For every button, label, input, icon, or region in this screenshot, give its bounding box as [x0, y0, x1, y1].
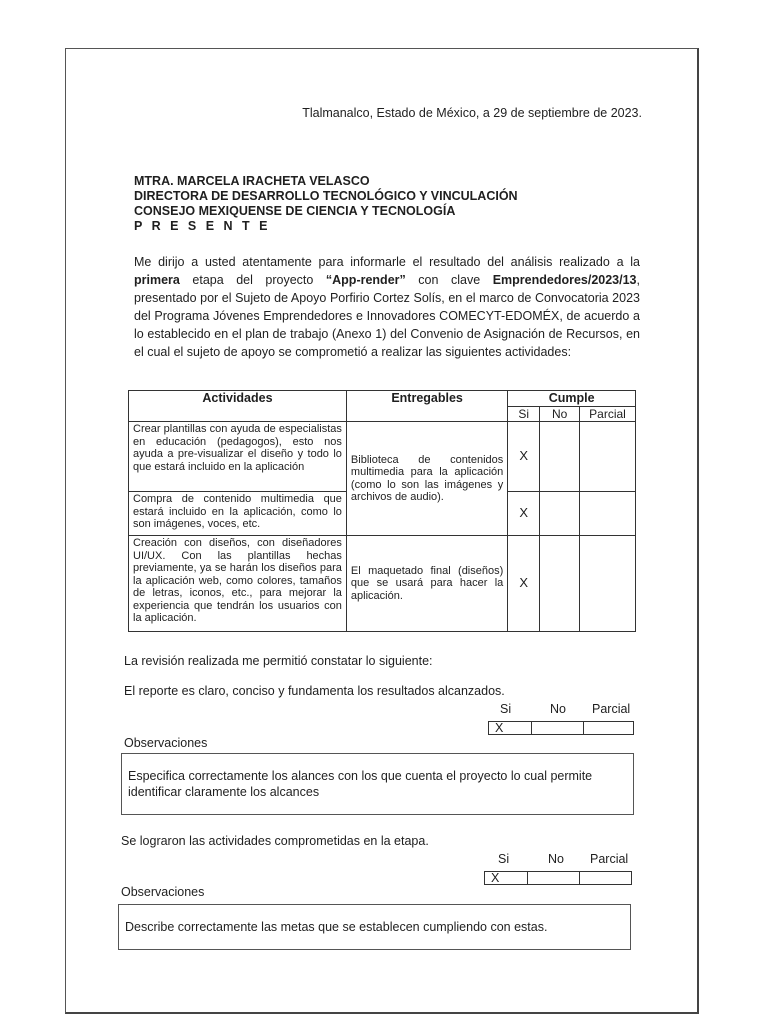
intro-project-name: “App-render” [325, 273, 406, 287]
q2-label-partial: Parcial [590, 852, 629, 866]
addressee-presente: P R E S E N T E [134, 219, 271, 233]
q1-checkboxes [488, 721, 634, 735]
mark-partial [580, 536, 636, 632]
question-1: El reporte es claro, conciso y fundamenta los resultados alcanzados. [124, 684, 505, 698]
intro-stage: primera [134, 273, 180, 287]
table-row [129, 422, 636, 492]
intro-text: Me dirijo a usted atentamente para informarle el resultado del análisis realizado a la [134, 255, 640, 269]
activities-table [128, 390, 636, 632]
addressee-institution: CONSEJO MEXIQUENSE DE CIENCIA Y TECNOLOGÍA [134, 204, 456, 218]
table-row [129, 536, 636, 632]
q2-observations-box [118, 904, 631, 950]
q1-box-si: X [488, 721, 532, 735]
intro-paragraph [134, 253, 640, 361]
activity-cell: Crear plantillas con ayuda de especialistas en educación (pedagogos), esto nos ayuda a pre-visualizar el diseño y todo lo que estará incluido en la aplicación [129, 422, 347, 492]
intro-text: , presentado por el Sujeto de Apoyo Porfirio Cortez Solís, en el marco de Convocatoria 2023 del Programa Jóvenes Emprendedores e Innovadores COMECYT-EDOMÉX, de acuerdo a lo establecido en el plan de trabajo (Anexo 1) del Convenio de Asignación de Recursos, en el cual el sujeto de apoyo se comprometió a realizar las siguientes actividades: [134, 273, 640, 359]
q1-label-no: No [550, 702, 566, 716]
review-intro: La revisión realizada me permitió constatar lo siguiente: [124, 654, 433, 668]
header-deliverables: Entregables [346, 391, 507, 422]
mark-si: X [508, 536, 540, 632]
q2-option-labels [484, 852, 632, 868]
mark-no [540, 492, 580, 536]
q1-label-si: Si [500, 702, 512, 716]
q2-box-partial [580, 871, 632, 885]
header-complies: Cumple [508, 391, 636, 407]
mark-si: X [508, 492, 540, 536]
addressee-name: MTRA. MARCELA IRACHETA VELASCO [134, 174, 370, 188]
q2-box-si: X [484, 871, 528, 885]
mark-si: X [508, 422, 540, 492]
q1-label-partial: Parcial [592, 702, 631, 716]
header-no: No [540, 406, 580, 422]
mark-no [540, 536, 580, 632]
q1-option-labels [488, 702, 634, 718]
q2-observations-label: Observaciones [121, 885, 205, 899]
deliverable-cell: Biblioteca de contenidos multimedia para la aplicación (como lo son las imágenes y archivos de audio). [346, 422, 507, 536]
intro-text: con clave [405, 273, 493, 287]
intro-text: etapa del proyecto [179, 273, 326, 287]
mark-partial [580, 492, 636, 536]
question-2: Se lograron las actividades comprometidas en la etapa. [121, 834, 429, 848]
activity-cell: Creación con diseños, con diseñadores UI/UX. Con las plantillas hechas previamente, ya se harán los diseños para la aplicación web, como colores, tamaños de letras, iconos, etc., para mejorar la experiencia que tendrán los usuarios con la aplicación. [129, 536, 347, 632]
q2-observations-text: Describe correctamente las metas que se establecen cumpliendo con estas. [125, 920, 548, 934]
q1-observations-label: Observaciones [124, 736, 208, 750]
q1-observations-box [121, 753, 634, 815]
q2-label-si: Si [498, 852, 510, 866]
header-partial: Parcial [580, 406, 636, 422]
mark-partial [580, 422, 636, 492]
q1-observations-text: Especifica correctamente los alances con los que cuenta el proyecto lo cual permite identificar claramente los alcances [128, 769, 593, 799]
intro-project-key: Emprendedores/2023/13 [492, 273, 637, 287]
q1-box-partial [584, 721, 634, 735]
dateline: Tlalmanalco, Estado de México, a 29 de septiembre de 2023. [302, 106, 642, 120]
header-activities: Actividades [129, 391, 347, 422]
deliverable-cell: El maquetado final (diseños) que se usará para hacer la aplicación. [346, 536, 507, 632]
activity-cell: Compra de contenido multimedia que estará incluido en la aplicación, como lo son imágenes, voces, etc. [129, 492, 347, 536]
q2-label-no: No [548, 852, 564, 866]
q2-box-no [528, 871, 580, 885]
addressee-block [134, 174, 518, 234]
mark-no [540, 422, 580, 492]
q2-checkboxes [484, 871, 632, 885]
header-si: Si [508, 406, 540, 422]
addressee-position: DIRECTORA DE DESARROLLO TECNOLÓGICO Y VINCULACIÓN [134, 189, 518, 203]
q1-box-no [532, 721, 584, 735]
